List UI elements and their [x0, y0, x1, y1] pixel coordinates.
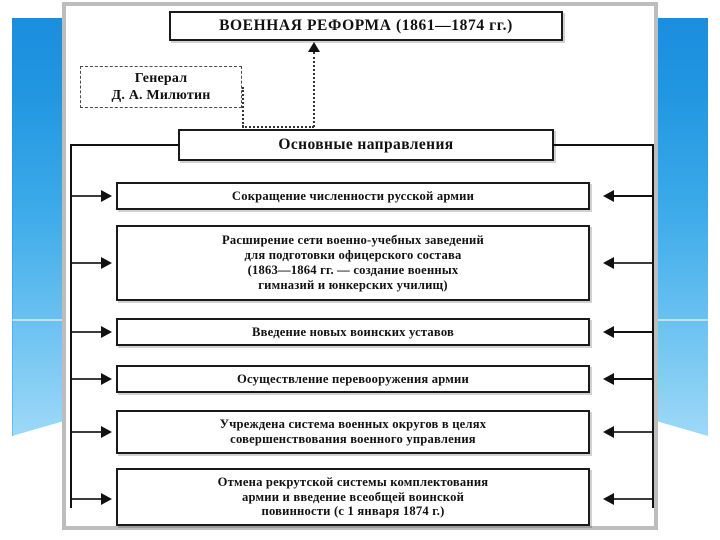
arrowhead-right-6 [603, 493, 614, 505]
item-box-military-schools [116, 225, 590, 301]
item-text-military-schools: Расширение сети военно-учебных заведений для подготовки офицерского состава (1863—1864 гг. — создание военных гимназий и юнкерских училищ) [222, 233, 484, 292]
item-text-reduction: Сокращение численности русской армии [231, 188, 475, 203]
arrowhead-left-5 [101, 426, 112, 438]
item-box-reduction [116, 182, 590, 210]
person-connector-vertical-stub [242, 87, 244, 127]
connector-right-1 [614, 195, 653, 197]
arrowhead-left-4 [101, 373, 112, 385]
main-rail-right [552, 144, 654, 146]
spine-right [652, 144, 654, 508]
connector-left-4 [72, 378, 102, 380]
person-connector-vertical-riser [313, 52, 315, 127]
arrowhead-left-1 [101, 190, 112, 202]
arrowhead-left-2 [101, 257, 112, 269]
item-box-conscription [116, 468, 590, 526]
person-name-line-2: Д. А. Милютин [111, 88, 211, 103]
decorative-blue-band-right [650, 18, 708, 436]
item-box-rearmament [116, 365, 590, 393]
person-connector-horizontal [242, 126, 314, 128]
connector-left-5 [72, 431, 102, 433]
connector-right-5 [614, 431, 653, 433]
person-box [80, 66, 242, 108]
connector-right-3 [614, 331, 653, 333]
arrowhead-right-3 [603, 326, 614, 338]
person-name-line-1: Генерал [134, 70, 188, 86]
arrowhead-right-5 [603, 426, 614, 438]
arrowhead-right-2 [603, 257, 614, 269]
connector-right-4 [614, 378, 653, 380]
item-text-military-districts: Учреждена система военных округов в целях совершенствования военного управления [219, 417, 487, 446]
connector-left-6 [72, 498, 102, 500]
diagram-page-frame [62, 2, 658, 530]
spine-left [70, 144, 72, 508]
item-box-military-districts [116, 410, 590, 454]
connector-right-6 [614, 498, 653, 500]
person-connector-arrowhead-up [308, 42, 320, 52]
main-directions-box: Основные направления [178, 129, 554, 161]
item-text-new-statutes: Введение новых воинских уставов [251, 324, 455, 339]
connector-right-2 [614, 262, 653, 264]
arrowhead-right-4 [603, 373, 614, 385]
item-text-rearmament: Осуществление перевооружения армии [237, 371, 469, 386]
item-box-new-statutes [116, 318, 590, 346]
arrowhead-left-6 [101, 493, 112, 505]
main-rail-left [70, 144, 180, 146]
arrowhead-right-1 [603, 190, 614, 202]
arrowhead-left-3 [101, 326, 112, 338]
title-box: ВОЕННАЯ РЕФОРМА (1861—1874 гг.) [169, 11, 563, 41]
item-text-conscription: Отмена рекрутской системы комплектования армии и введение всеобщей воинской повинности (с 1 января 1874 г.) [217, 474, 489, 519]
connector-left-2 [72, 262, 102, 264]
connector-left-3 [72, 331, 102, 333]
connector-left-1 [72, 195, 102, 197]
